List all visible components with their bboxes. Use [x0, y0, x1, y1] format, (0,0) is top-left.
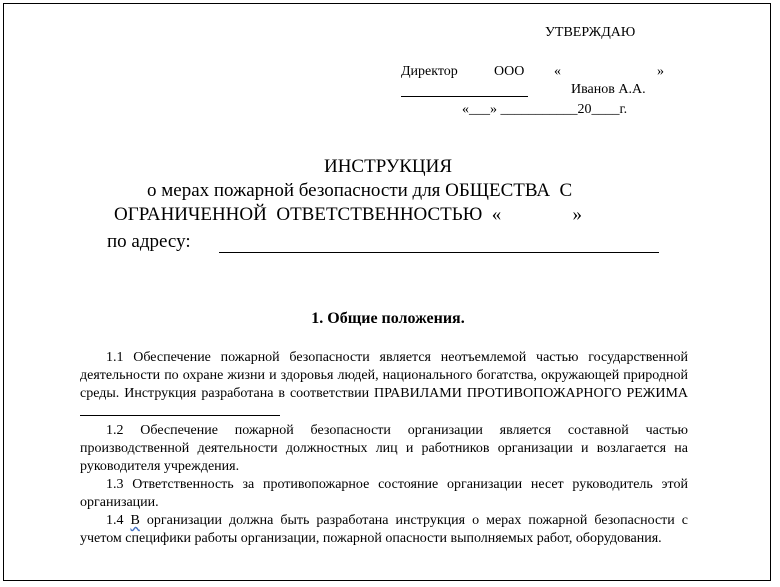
paragraph-1-4 [80, 512, 688, 548]
org-form: ООО [494, 64, 525, 79]
regime-blank-rule [80, 403, 280, 416]
address-label: по адресу: [107, 231, 191, 252]
quote-open: « [554, 64, 561, 79]
signature-rule [401, 96, 528, 97]
document-page [3, 3, 771, 581]
section-heading: 1. Общие положения. [311, 310, 465, 327]
document-subtitle-line1: о мерах пожарной безопасности для ОБЩЕСТВА С [147, 180, 573, 201]
approval-title: УТВЕРЖДАЮ [545, 25, 636, 40]
spellcheck-marked-word: В [130, 513, 140, 528]
approval-date: «___» ___________20____г. [462, 102, 628, 117]
address-blank-rule [219, 252, 659, 253]
director-label: Директор [401, 64, 458, 79]
document-title: ИНСТРУКЦИЯ [323, 156, 453, 177]
paragraph-1-4-number: 1.4 [106, 513, 124, 528]
document-subtitle-line2: ОГРАНИЧЕННОЙ ОТВЕТСТВЕННОСТЬЮ « » [114, 204, 582, 225]
paragraph-1-4-text: организации должна быть разработана инструкция о мерах пожарной безопасности с учетом специфики работы организации, пожарной опасности выполняемых работ, оборудования. [80, 513, 688, 546]
paragraph-1-3: 1.3 Ответственность за противопожарное состояние организации несет руководитель этой организации. [80, 477, 688, 510]
director-name: Иванов А.А. [571, 82, 646, 97]
paragraph-1-2: 1.2 Обеспечение пожарной безопасности организации является составной частью производственной деятельности должностных лиц и работников организации и возлагается на руководителя учреждения. [80, 423, 688, 474]
section-body [80, 349, 688, 548]
paragraph-1-1 [80, 349, 688, 422]
paragraph-1-1-text: 1.1 Обеспечение пожарной безопасности является неотъемлемой частью государственной деятельности по охране жизни и здоровья людей, национального богатства, окружающей природной среды. Инструкция разработана в соответствии ПРАВИЛАМИ ПРОТИВОПОЖАРНОГО РЕЖИМА [80, 350, 688, 401]
quote-close: » [657, 64, 664, 79]
